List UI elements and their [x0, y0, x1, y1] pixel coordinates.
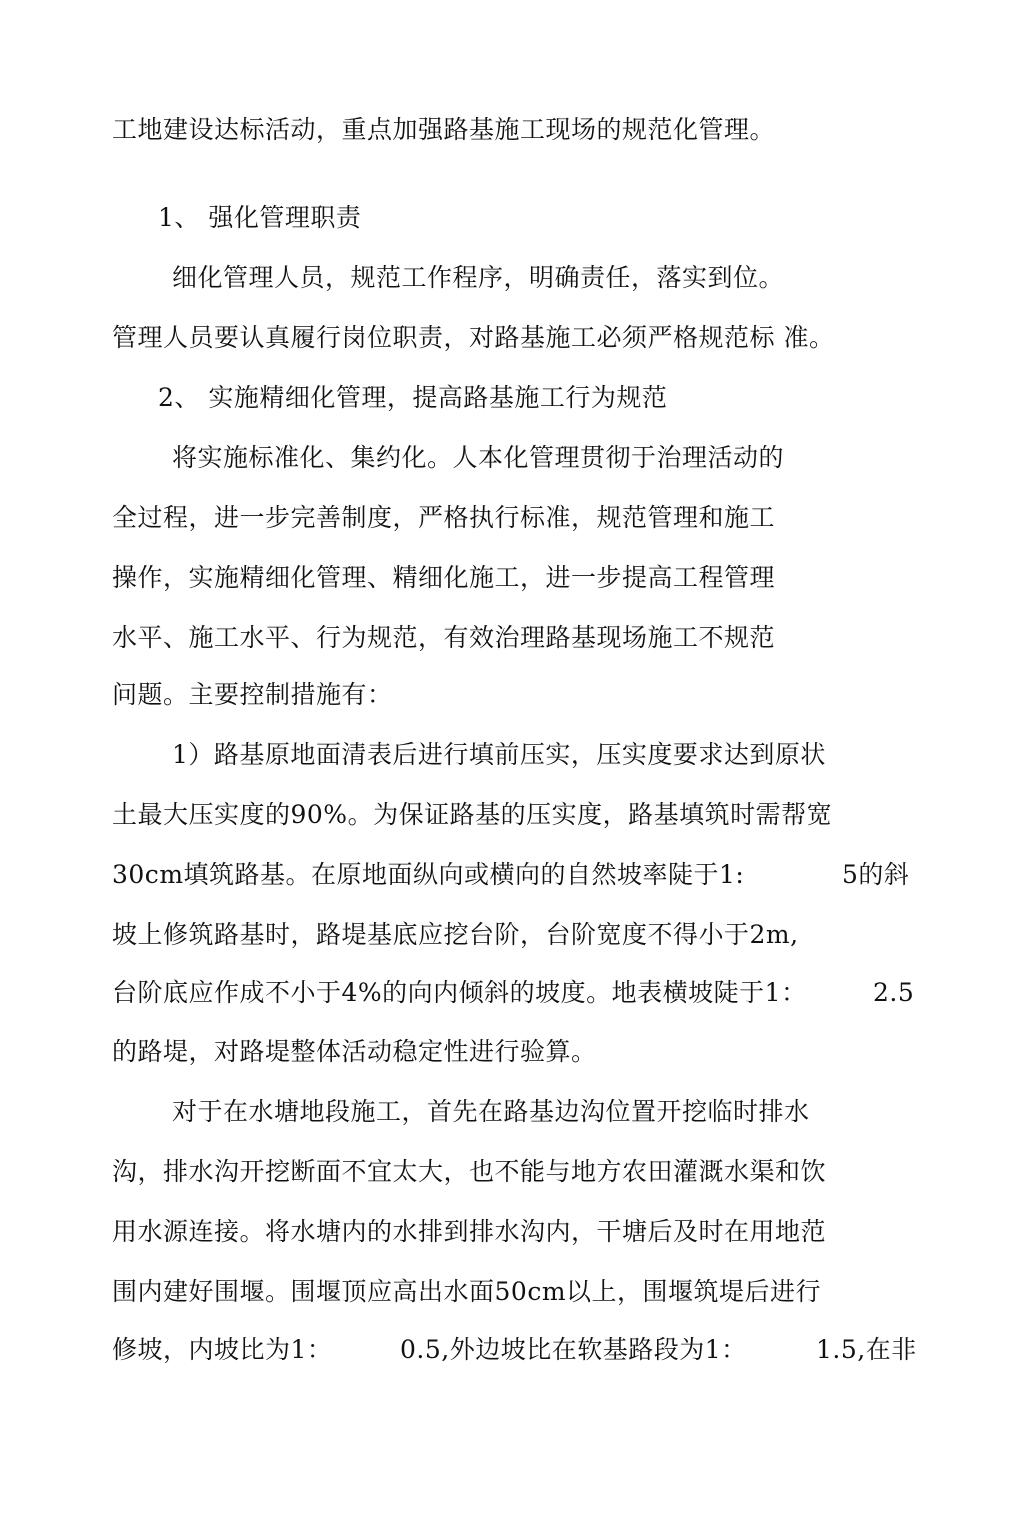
paragraph-line: 30cm填筑路基。在原地面纵向或横向的自然坡率陡于1: — [112, 860, 745, 889]
paragraph-line: 土最大压实度的90%。为保证路基的压实度，路基填筑时需帮宽 — [112, 800, 833, 829]
paragraph-line: 台阶底应作成不小于4%的向内倾斜的坡度。地表横坡陡于1： — [112, 978, 807, 1007]
paragraph-line: 将实施标准化、集约化。人本化管理贯彻于治理活动的 — [172, 443, 785, 472]
paragraph-line: 对于在水塘地段施工，首先在路基边沟位置开挖临时排水 — [172, 1097, 810, 1126]
paragraph-line-tail: 2.5 — [873, 978, 915, 1007]
paragraph-line: 1）路基原地面清表后进行填前压实，压实度要求达到原状 — [172, 740, 826, 769]
paragraph-line-tail: 1.5,在非 — [816, 1335, 917, 1364]
paragraph-line: 工地建设达标活动，重点加强路基施工现场的规范化管理。 — [112, 115, 776, 144]
paragraph-line: 管理人员要认真履行岗位职责，对路基施工必须严格规范标 准。 — [112, 323, 835, 352]
paragraph-line: 沟，排水沟开挖断面不宜太大，也不能与地方农田灌溉水渠和饮 — [112, 1157, 827, 1186]
paragraph-line-tail: 5的斜 — [842, 860, 910, 889]
paragraph-line: 操作，实施精细化管理、精细化施工，进一步提高工程管理 — [112, 563, 776, 592]
paragraph-line: 水平、施工水平、行为规范，有效治理路基现场施工不规范 — [112, 623, 776, 652]
paragraph-line-middle: 0.5,外边坡比在软基路段为1： — [400, 1335, 747, 1364]
paragraph-line: 修坡，内坡比为1： — [112, 1335, 333, 1364]
paragraph-line: 问题。主要控制措施有： — [112, 680, 393, 709]
paragraph-line: 用水源连接。将水塘内的水排到排水沟内，干塘后及时在用地范 — [112, 1217, 827, 1246]
paragraph-line: 全过程，进一步完善制度，严格执行标准，规范管理和施工 — [112, 503, 776, 532]
paragraph-line: 坡上修筑路基时，路堤基底应挖台阶，台阶宽度不得小于2m, — [112, 920, 799, 949]
section-heading: 2、 实施精细化管理，提高路基施工行为规范 — [158, 383, 668, 412]
paragraph-line: 围内建好围堰。围堰顶应高出水面50cm以上，围堰筑堤后进行 — [112, 1277, 822, 1306]
section-heading: 1、 强化管理职责 — [158, 203, 362, 232]
paragraph-line: 的路堤，对路堤整体活动稳定性进行验算。 — [112, 1037, 597, 1066]
paragraph-line: 细化管理人员，规范工作程序，明确责任，落实到位。 — [172, 263, 785, 292]
